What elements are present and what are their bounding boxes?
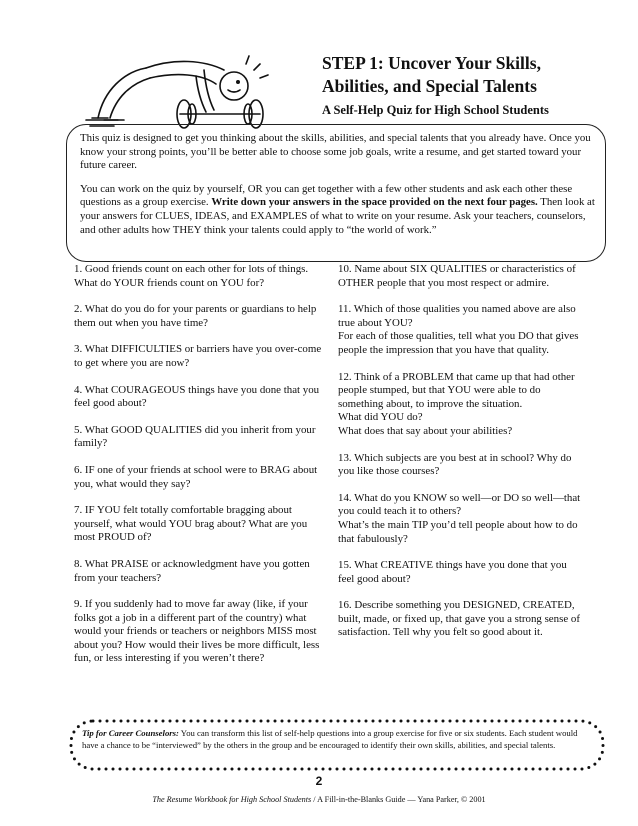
footer-credit: / A Fill-in-the-Blanks Guide — Yana Parker, © 2001 [311, 795, 486, 804]
page-subtitle: A Self-Help Quiz for High School Students [322, 103, 549, 117]
question-item: 6. IF one of your friends at school were to BRAG about you, what would they say? [74, 463, 318, 490]
question-item: 12. Think of a PROBLEM that came up that had other people stumped, but that YOU were able to do something about, to improve the situation. What did YOU do? What does that say about your abilities? [338, 370, 575, 437]
tip-box [68, 718, 606, 772]
footer [0, 795, 638, 804]
intro-text: Then look at your answers for CLUES, IDEAS, and EXAMPLES of what to write on your resume. Ask your teachers, counselors, and other adults how THEY think your talents could apply to “the world of work.” [80, 196, 595, 236]
question-item: 15. What CREATIVE things have you done that you feel good about? [338, 559, 567, 585]
question-item: 1. Good friends count on each other for lots of things. What do YOUR friends count on YOU for? [74, 263, 309, 289]
question-item: 7. IF YOU felt totally comfortable bragging about yourself, what would YOU brag about? What are you most PROUD of? [74, 504, 308, 544]
question-item: 3. What DIFFICULTIES or barriers have you over-come to get where you are now? [74, 343, 322, 369]
tip-label: Tip for Career Counselors: [82, 728, 179, 738]
question-item: 4. What COURAGEOUS things have you done that you feel good about? [74, 383, 320, 410]
page-title [322, 52, 612, 98]
question-item: 2. What do you do for your parents or guardians to help them out when you have time? [74, 303, 317, 329]
tip-body: You can transform this list of self-help questions into a group exercise for five or six students. Each student would have a chance to be “interviewed” by the others in the group and be encouraged to identify their own skills, abilities, and special talents. [82, 728, 578, 751]
question-item: 13. Which subjects are you best at in school? Why do you like those courses? [338, 451, 572, 478]
question-item: 10. Name about SIX QUALITIES or characteristics of OTHER people that you most respect or admire. [338, 263, 576, 289]
intro-emphasis: Write down your answers in the space provided on the next four pages. [211, 196, 538, 209]
title-line-2: Abilities, and Special Talents [322, 76, 537, 96]
question-item: 9. If you suddenly had to move far away (like, if your folks got a job in a different part of the country) what would your friends or teachers or neighbors MISS most about you? How would their lives be more difficult, less fun, or less interesting if you weren’t there? [74, 598, 320, 665]
intro-text: You can work on the quiz by yourself, OR you can get together with a few other students and ask each other these questions as a group exercise. [80, 182, 573, 209]
footer-book-title: The Resume Workbook for High School Students [152, 795, 312, 804]
weightlifter-illustration [84, 50, 274, 130]
intro-paragraph-2 [80, 183, 595, 237]
question-item: 16. Describe something you DESIGNED, CREATED, built, made, or fixed up, that gave you a strong sense of satisfaction. Tell why you felt so good about it. [338, 599, 580, 639]
questions-right-column [338, 263, 584, 653]
page-number: 2 [315, 774, 323, 788]
questions-left-column [74, 263, 326, 679]
intro-box [66, 124, 606, 262]
question-item: 11. Which of those qualities you named above are also true about YOU? For each of those qualities, tell what you DO that gives people the impression that you have that quality. [338, 303, 579, 356]
question-item: 5. What GOOD QUALITIES did you inherit from your family? [74, 423, 316, 450]
question-item: 14. What do you KNOW so well—or DO so well—that you could teach it to others? What’s the main TIP you’d tell people about how to do that fabulously? [338, 491, 581, 545]
tip-text [82, 727, 594, 751]
intro-paragraph-1: This quiz is designed to get you thinking about the skills, abilities, and special talents that you already have. Once you know your strong points, you’ll be better able to choose some job goals, write a resume, and get started toward your future career. [80, 132, 591, 172]
title-line-1: STEP 1: Uncover Your Skills, [322, 53, 541, 73]
question-item: 8. What PRAISE or acknowledgment have you gotten from your teachers? [74, 557, 310, 584]
